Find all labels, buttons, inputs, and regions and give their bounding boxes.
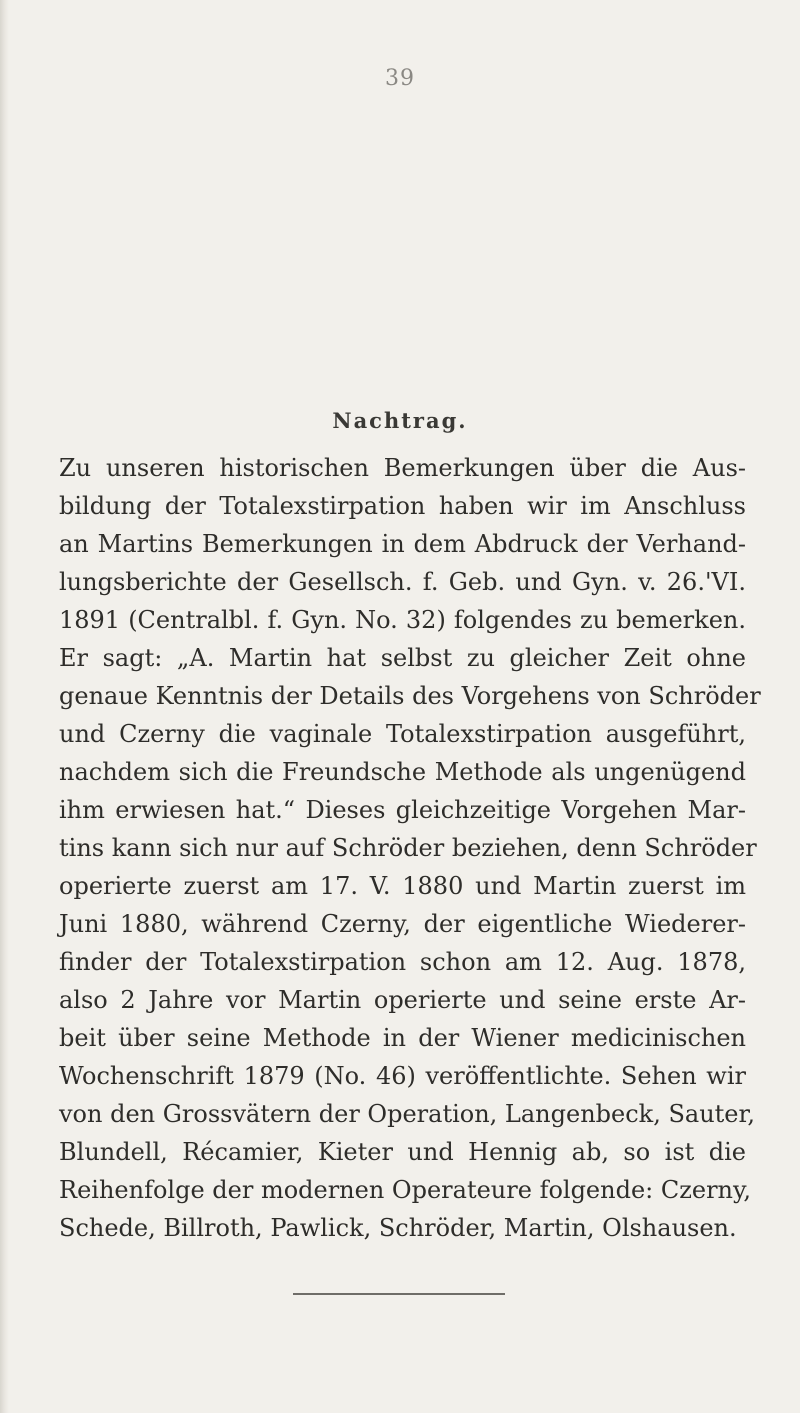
text-line: genaue Kenntnis der Details des Vorgehens von Schröder	[59, 682, 761, 710]
text-line: Reihenfolge der modernen Operateure folgende: Czerny,	[59, 1176, 752, 1204]
text-line: operierte zuerst am 17. V. 1880 und Martin zuerst im	[59, 872, 746, 900]
text-line: tins kann sich nur auf Schröder beziehen, denn Schröder	[59, 834, 757, 862]
text-line: Schede, Billroth, Pawlick, Schröder, Martin, Olshausen.	[59, 1214, 737, 1242]
text-line: von den Grossvätern der Operation, Langenbeck, Sauter,	[59, 1100, 755, 1128]
text-line: Wochenschrift 1879 (No. 46) veröffentlichte. Sehen wir	[59, 1062, 746, 1090]
page-edge-shadow	[0, 0, 9, 1413]
text-line: an Martins Bemerkungen in dem Abdruck der Verhand-	[59, 530, 746, 558]
text-line: lungsberichte der Gesellsch. f. Geb. und Gyn. v. 26.'VI.	[59, 568, 746, 596]
text-line: Er sagt: „A. Martin hat selbst zu gleicher Zeit ohne	[59, 644, 746, 672]
text-line: beit über seine Methode in der Wiener medicinischen	[59, 1024, 746, 1052]
text-line: ihm erwiesen hat.“ Dieses gleichzeitige Vorgehen Mar-	[59, 796, 746, 824]
page-number: 39	[385, 66, 415, 91]
text-line: Blundell, Récamier, Kieter und Hennig ab, so ist die	[59, 1138, 746, 1166]
text-line: und Czerny die vaginale Totalexstirpation ausgeführt,	[59, 720, 746, 748]
text-line: finder der Totalexstirpation schon am 12. Aug. 1878,	[59, 948, 746, 976]
text-line: Zu unseren historischen Bemerkungen über die Aus-	[59, 454, 746, 482]
text-line: 1891 (Centralbl. f. Gyn. No. 32) folgendes zu bemerken.	[59, 606, 746, 634]
text-line: bildung der Totalexstirpation haben wir im Anschluss	[59, 492, 746, 520]
closing-rule	[293, 1293, 505, 1295]
text-line: Juni 1880, während Czerny, der eigentliche Wiederer-	[59, 910, 746, 938]
text-line: also 2 Jahre vor Martin operierte und seine erste Ar-	[59, 986, 746, 1014]
text-line: nachdem sich die Freundsche Methode als ungenügend	[59, 758, 746, 786]
section-title: Nachtrag.	[332, 408, 468, 433]
